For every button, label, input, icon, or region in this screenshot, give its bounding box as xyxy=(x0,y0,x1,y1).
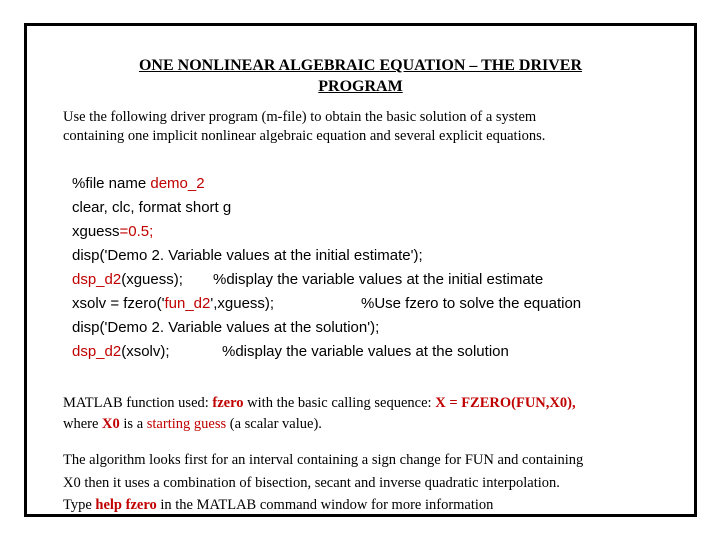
slide-title xyxy=(27,55,694,97)
calling-sequence: X = FZERO(FUN,X0), xyxy=(435,395,576,411)
intro-line-2: containing one implicit nonlinear algebraic equation and several explicit equations. xyxy=(63,128,546,144)
code-args: (xsolv); xyxy=(121,343,170,360)
slide-frame xyxy=(24,23,697,517)
code-call: xsolv = fzero(' xyxy=(72,295,165,312)
code-line-6 xyxy=(72,292,582,316)
text-run: with the basic calling sequence: xyxy=(243,395,436,411)
text-run: is a xyxy=(119,416,147,432)
code-line-2: clear, clc, format short g xyxy=(72,199,232,216)
algorithm-line-2: X0 then it uses a combination of bisection, secant and inverse quadratic interpolation. xyxy=(63,474,560,491)
algorithm-line-3 xyxy=(63,494,673,517)
code-line-1 xyxy=(72,172,423,196)
text-run: MATLAB function used: xyxy=(63,395,213,411)
code-comment: %display the variable values at the initial estimate xyxy=(213,271,544,288)
code-func: fun_d2 xyxy=(164,295,211,312)
text-run: in the MATLAB command window for more information xyxy=(156,497,494,513)
code-func: dsp_d2 xyxy=(72,271,122,288)
code-args: ',xguess); xyxy=(210,295,275,312)
x0-keyword: X0 xyxy=(102,416,120,432)
code-value: =0.5; xyxy=(119,223,154,240)
intro-line-1: Use the following driver program (m-file) to obtain the basic solution of a system xyxy=(63,109,537,125)
code-comment: %Use fzero to solve the equation xyxy=(361,295,582,312)
code-line-8 xyxy=(72,340,509,364)
starting-guess-term: starting guess xyxy=(146,416,227,432)
algorithm-paragraph xyxy=(63,449,673,517)
text-run: Type xyxy=(63,497,96,513)
code-line-3 xyxy=(72,220,423,244)
code-line-5 xyxy=(72,268,544,292)
code-comment: %file name xyxy=(72,175,151,192)
title-line-2: PROGRAM xyxy=(318,78,403,95)
code-func: dsp_d2 xyxy=(72,343,122,360)
text-run: where xyxy=(63,416,103,432)
text-run: (a scalar value). xyxy=(226,416,322,432)
fzero-line-2 xyxy=(63,414,673,435)
code-args: (xguess); xyxy=(121,271,183,288)
code-var: xguess xyxy=(72,223,120,240)
fzero-line-1 xyxy=(63,393,673,414)
code-comment: %display the variable values at the solution xyxy=(222,343,509,360)
fzero-paragraph xyxy=(63,393,673,435)
intro-paragraph xyxy=(63,108,663,146)
algorithm-line-1: The algorithm looks first for an interval containing a sign change for FUN and containing xyxy=(63,452,584,468)
code-block xyxy=(72,172,582,364)
code-line-4: disp('Demo 2. Variable values at the initial estimate'); xyxy=(72,247,423,264)
code-line-7: disp('Demo 2. Variable values at the solution'); xyxy=(72,319,380,336)
fzero-keyword: fzero xyxy=(212,395,244,411)
help-fzero-command: help fzero xyxy=(95,497,157,513)
code-filename: demo_2 xyxy=(150,175,205,192)
title-line-1: ONE NONLINEAR ALGEBRAIC EQUATION – THE DRIVER xyxy=(138,57,583,74)
